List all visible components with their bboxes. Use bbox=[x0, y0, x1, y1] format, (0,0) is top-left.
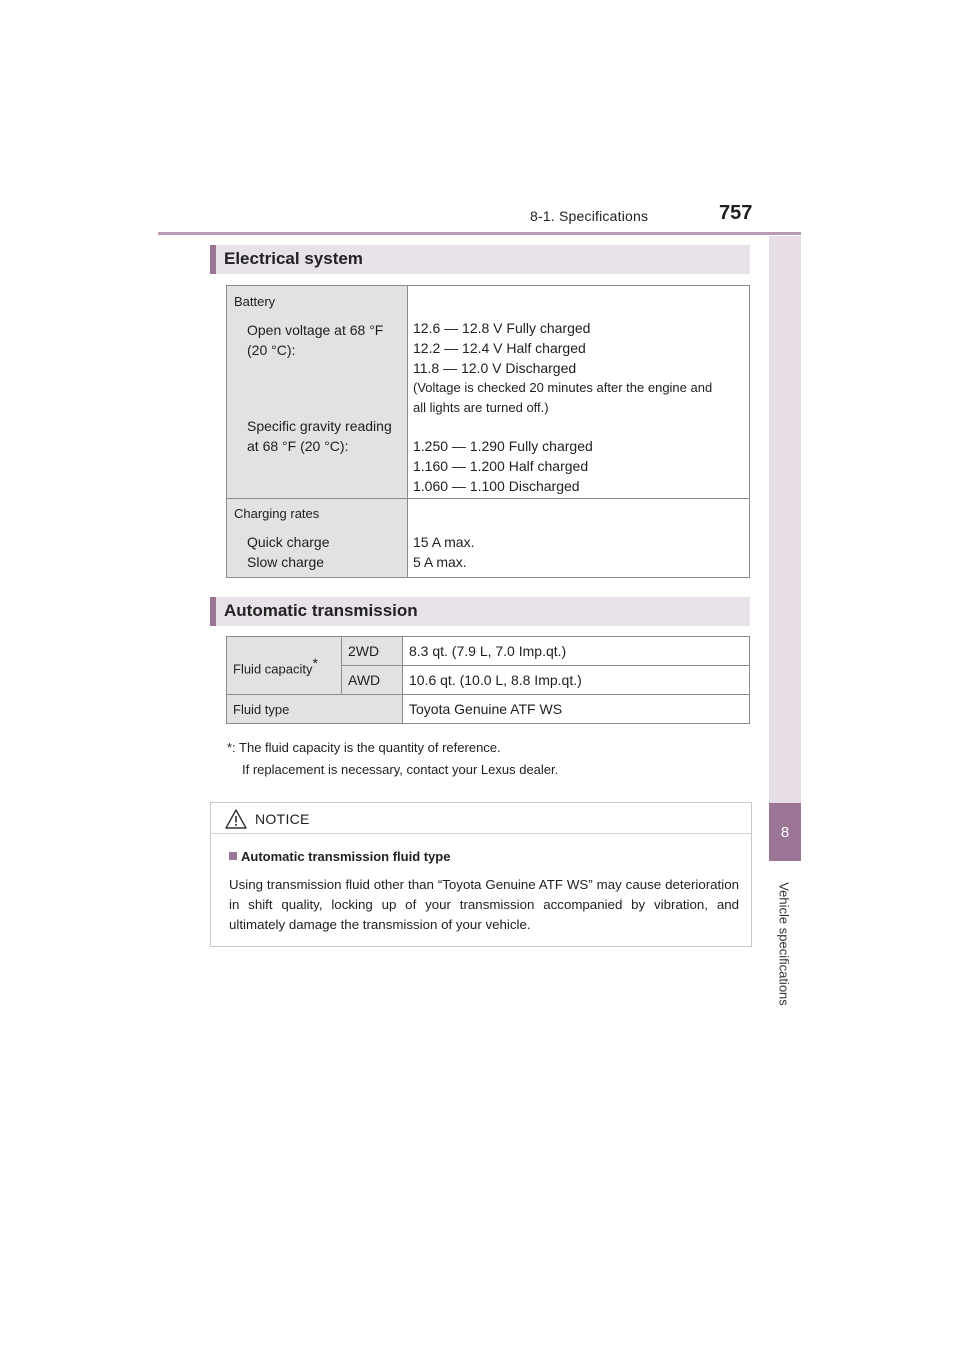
open-voltage-value-1: 12.6 — 12.8 V Fully charged bbox=[413, 320, 591, 336]
automatic-heading bbox=[210, 597, 750, 626]
charging-row bbox=[227, 499, 750, 578]
asterisk: * bbox=[312, 654, 318, 671]
section-title: 8-1. Specifications bbox=[530, 208, 649, 224]
battery-values-cell bbox=[408, 286, 750, 499]
electrical-heading bbox=[210, 245, 750, 274]
capacity-awd: 10.6 qt. (10.0 L, 8.8 Imp.qt.) bbox=[409, 672, 582, 688]
notice-header bbox=[211, 803, 751, 834]
slow-charge-label: Slow charge bbox=[247, 554, 325, 570]
chapter-title-vertical bbox=[764, 882, 804, 1006]
page-number: 757 bbox=[719, 202, 753, 224]
quick-charge-value: 15 A max. bbox=[413, 534, 475, 550]
fluid-type-value: Toyota Genuine ATF WS bbox=[409, 701, 563, 717]
square-bullet-icon bbox=[229, 852, 237, 860]
fluid-capacity-label-cell bbox=[227, 637, 342, 695]
drive-awd: AWD bbox=[348, 672, 381, 688]
capacity-awd-cell bbox=[403, 666, 750, 695]
notice-subheading bbox=[229, 849, 450, 864]
notice-subheading-text: Automatic transmission fluid type bbox=[241, 849, 451, 864]
notice-box bbox=[210, 802, 752, 947]
electrical-table bbox=[226, 285, 750, 578]
side-rule bbox=[769, 236, 801, 803]
open-voltage-note-1: (Voltage is checked 20 minutes after the engine and bbox=[413, 380, 713, 395]
gravity-label-2: at 68 °F (20 °C): bbox=[247, 438, 349, 454]
gravity-value-1: 1.250 — 1.290 Fully charged bbox=[413, 438, 593, 454]
gravity-value-3: 1.060 — 1.100 Discharged bbox=[413, 478, 580, 494]
automatic-heading-text: Automatic transmission bbox=[224, 601, 418, 620]
slow-charge-value: 5 A max. bbox=[413, 554, 467, 570]
charging-label-cell bbox=[227, 499, 408, 578]
capacity-2wd-cell bbox=[403, 637, 750, 666]
open-voltage-label-2: (20 °C): bbox=[247, 342, 296, 358]
battery-row bbox=[227, 286, 750, 499]
open-voltage-label-1: Open voltage at 68 °F bbox=[247, 322, 384, 338]
transmission-table bbox=[226, 636, 750, 724]
footnote bbox=[227, 737, 558, 781]
drive-2wd: 2WD bbox=[348, 643, 380, 659]
footnote-line-2: If replacement is necessary, contact your Lexus dealer. bbox=[242, 762, 559, 777]
fluid-type-label: Fluid type bbox=[233, 701, 290, 717]
drive-awd-cell bbox=[342, 666, 403, 695]
notice-title: NOTICE bbox=[255, 811, 310, 827]
quick-charge-label: Quick charge bbox=[247, 534, 330, 550]
chapter-tab: 8 bbox=[769, 803, 801, 861]
heading-bar bbox=[210, 597, 216, 626]
open-voltage-value-2: 12.2 — 12.4 V Half charged bbox=[413, 340, 586, 356]
notice-body: Using transmission fluid other than “Toyota Genuine ATF WS” may cause deterioration in shift quality, locking up of your transmission accompanied by vibration, and ultimately damage the transmission of your vehicle. bbox=[229, 877, 739, 932]
open-voltage-note-2: all lights are turned off.) bbox=[413, 400, 549, 415]
table-row bbox=[227, 637, 750, 666]
electrical-heading-text: Electrical system bbox=[224, 249, 363, 268]
header-rule bbox=[158, 232, 801, 235]
table-row bbox=[227, 695, 750, 724]
charging-label: Charging rates bbox=[234, 506, 320, 521]
gravity-label-1: Specific gravity reading bbox=[247, 418, 392, 434]
charging-values-cell bbox=[408, 499, 750, 578]
battery-label: Battery bbox=[234, 294, 276, 309]
capacity-2wd: 8.3 qt. (7.9 L, 7.0 Imp.qt.) bbox=[409, 643, 567, 659]
drive-2wd-cell bbox=[342, 637, 403, 666]
gravity-value-2: 1.160 — 1.200 Half charged bbox=[413, 458, 589, 474]
battery-label-cell bbox=[227, 286, 408, 499]
fluid-type-label-cell bbox=[227, 695, 403, 724]
footnote-line-1: *: The fluid capacity is the quantity of reference. bbox=[227, 740, 501, 755]
heading-bar bbox=[210, 245, 216, 274]
chapter-title: Vehicle specifications bbox=[776, 882, 792, 1006]
open-voltage-value-3: 11.8 — 12.0 V Discharged bbox=[413, 360, 577, 376]
fluid-capacity-label: Fluid capacity bbox=[233, 661, 313, 677]
warning-icon bbox=[225, 809, 247, 829]
fluid-type-value-cell bbox=[403, 695, 750, 724]
